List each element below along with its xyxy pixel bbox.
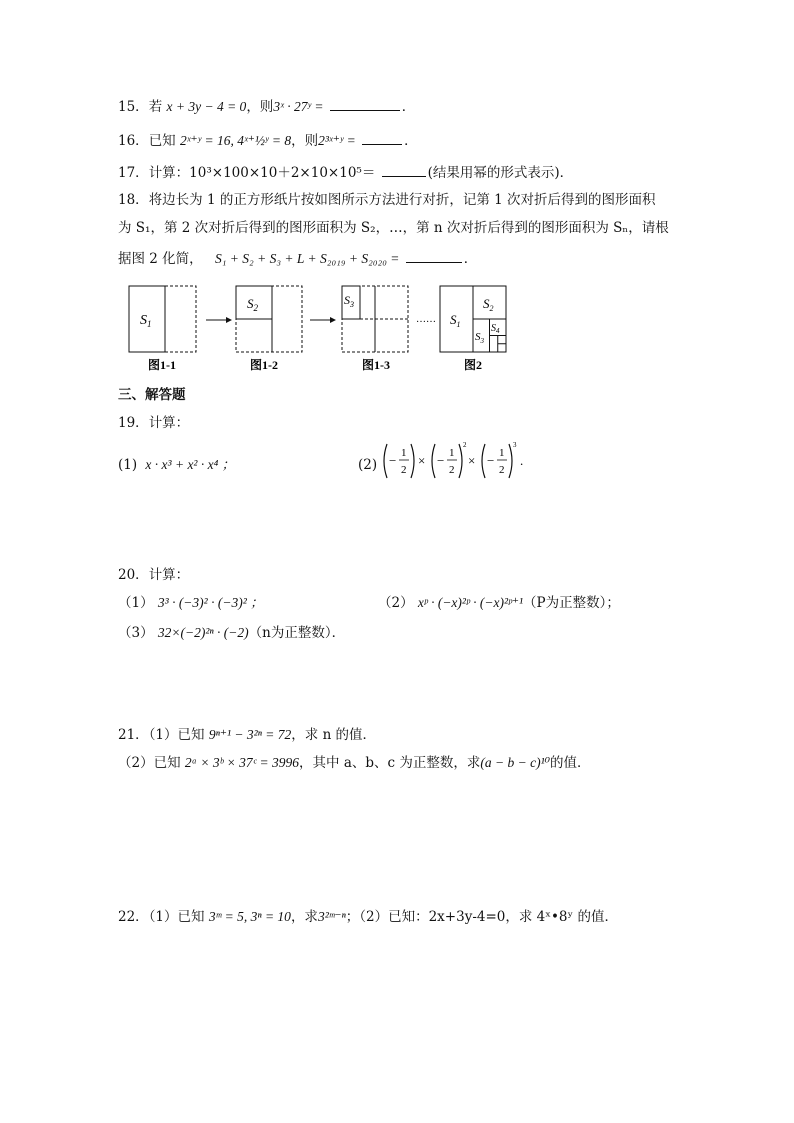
figure-2	[440, 286, 506, 372]
q15-expression: 3ˣ · 27ʸ =	[273, 99, 324, 114]
fig2-s2-sub: 2	[253, 303, 258, 313]
q19-part1-expression: x · x³ + x² · x⁴ ；	[145, 457, 236, 472]
question-16	[118, 130, 418, 151]
svg-text:S4	[491, 323, 500, 335]
svg-text:1: 1	[449, 447, 455, 459]
figure-caption-2: 图1-2	[250, 358, 278, 372]
folding-figure	[120, 280, 520, 375]
svg-text:S3	[344, 293, 354, 309]
svg-text:S1	[450, 312, 461, 329]
q20-part1	[118, 593, 264, 613]
q20-part3-label: （3）	[118, 625, 154, 641]
q19-part2	[358, 455, 377, 475]
fig4-s3-label: S	[475, 331, 481, 343]
q16-number: 16．	[118, 133, 149, 149]
question-18-line3	[118, 248, 477, 269]
q17-answer-blank[interactable]	[382, 162, 426, 177]
section-heading: 三、解答题	[118, 387, 186, 403]
q16-prefix: 已知	[148, 133, 176, 149]
fig1-s1-sub: 1	[147, 319, 152, 329]
fig4-s4-sub: 4	[496, 327, 500, 335]
q18-expression: S₁ + S₂ + S₃ + L + S₂₀₁₉ + S₂₀₂₀ =	[214, 251, 400, 266]
q21-number: 21．	[118, 727, 149, 743]
q19-part2-label: (2)	[358, 457, 378, 473]
question-21-part2	[118, 753, 591, 773]
fig2-s2-label: S	[247, 296, 254, 311]
question-21-part1	[118, 725, 376, 745]
figure-1-1	[129, 286, 196, 372]
question-22	[118, 907, 618, 927]
svg-text:S3	[475, 331, 485, 345]
fig3-s3-sub: 3	[350, 300, 354, 309]
fig4-s2-sub: 2	[489, 304, 494, 313]
figure-dots: ……	[416, 314, 436, 325]
q17-end: (结果用幂的形式表示)．	[427, 165, 574, 181]
fig4-s2-label: S	[483, 296, 490, 311]
q22-part1-expression: 3ᵐ = 5, 3ⁿ = 10	[208, 909, 291, 924]
q17-number: 17．	[118, 165, 149, 181]
svg-text:−: −	[487, 453, 495, 468]
svg-text:1: 1	[499, 447, 505, 459]
fig4-s3-sub: 3	[480, 337, 484, 345]
q21-part2-label: （2）已知	[118, 755, 181, 771]
q19-title: 计算：	[148, 415, 190, 431]
q22-number: 22．	[118, 909, 149, 925]
q21-part1-expression: 9ⁿ⁺¹ − 3²ⁿ = 72	[208, 727, 292, 742]
question-20	[118, 565, 189, 585]
q18-text-line1: 将边长为 1 的正方形纸片按如图所示方法进行对折，记第 1 次对折后得到的图形面积	[148, 192, 656, 208]
figure-caption-1: 图1-1	[148, 358, 176, 372]
q20-title: 计算：	[148, 567, 190, 583]
q20-part3	[118, 623, 345, 643]
figure-caption-3: 图1-3	[362, 358, 390, 372]
svg-text:2: 2	[463, 441, 467, 449]
q16-expression: 2³ˣ⁺ʸ =	[318, 133, 356, 148]
q15-answer-blank[interactable]	[330, 96, 400, 111]
fig1-s1-label: S	[140, 313, 147, 328]
q20-number: 20．	[118, 567, 149, 583]
svg-text:2: 2	[401, 464, 407, 476]
q20-part1-label: （1）	[118, 595, 154, 611]
q19-number: 19．	[118, 415, 149, 431]
q21-part1-end: ，求 n 的值．	[291, 727, 377, 743]
figure-1-3	[342, 286, 408, 372]
figure-1-2	[236, 286, 302, 372]
q19-part2-expression	[380, 438, 530, 484]
q21-part1-label: （1）已知	[148, 727, 205, 743]
q18-number: 18．	[118, 192, 149, 208]
q16-condition: 2ˣ⁺ʸ = 16, 4ˣ⁺½ʸ = 8	[179, 133, 292, 148]
question-17	[118, 162, 573, 183]
q21-part2-end: 的值．	[550, 755, 591, 771]
q22-part2: （2）已知：2x+3y-4=0，求 4ˣ•8ʸ 的值．	[359, 909, 619, 925]
q20-part2-note: （P为正整数）；	[523, 595, 620, 611]
svg-text:2: 2	[449, 464, 455, 476]
svg-text:−: −	[389, 453, 397, 468]
fig4-s1-label: S	[450, 312, 457, 327]
q15-mid: ，则	[246, 99, 274, 115]
svg-text:.: .	[520, 453, 524, 468]
q15-condition: x + 3y − 4 = 0	[166, 99, 247, 114]
q18-text-line2: 为 S₁，第 2 次对折后得到的图形面积为 S₂，…，第 n 次对折后得到的图形面积为 Sₙ，请根	[118, 220, 669, 236]
arrow-icon	[310, 317, 336, 323]
svg-text:1: 1	[401, 447, 407, 459]
q20-part3-note: （n为正整数）．	[248, 625, 346, 641]
svg-text:−: −	[437, 453, 445, 468]
q20-part2	[378, 593, 620, 613]
figure-caption-4: 图2	[464, 358, 483, 372]
svg-text:×: ×	[468, 453, 476, 468]
svg-text:3: 3	[513, 441, 517, 449]
svg-text:S1	[140, 313, 152, 329]
q16-answer-blank[interactable]	[362, 130, 402, 145]
q20-part2-label: （2）	[378, 595, 414, 611]
svg-text:S2	[247, 296, 259, 313]
q22-part1-end: ；	[345, 909, 360, 925]
q18-answer-blank[interactable]	[406, 248, 462, 263]
q18-end: ．	[463, 251, 478, 267]
q20-part3-expression: 32×(−2)²ⁿ · (−2)	[157, 625, 249, 640]
q15-prefix: 若	[148, 99, 163, 115]
q21-part2-expression: 2ᵃ × 3ᵇ × 37ᶜ = 3996	[184, 755, 300, 770]
q15-number: 15．	[118, 99, 149, 115]
q18-text-line3: 据图 2 化简，	[118, 251, 203, 267]
q17-text: 计算：10³×100×10＋2×10×10⁵＝	[148, 165, 376, 181]
q19-part1-label: (1)	[118, 457, 138, 473]
q19-part1	[118, 455, 235, 475]
fig4-s1-sub: 1	[456, 320, 461, 329]
q22-part1-label: （1）已知	[148, 909, 205, 925]
q21-part2-mid: ，其中 a、b、c 为正整数，求	[299, 755, 481, 771]
q21-part2-expression2: (a − b − c)¹⁰	[480, 755, 551, 770]
q22-part1-expression2: 3²ᵐ⁻ⁿ	[317, 909, 346, 924]
svg-text:S2	[483, 296, 494, 313]
question-18-line2	[118, 218, 669, 238]
svg-text:2: 2	[499, 464, 505, 476]
arrow-icon	[206, 317, 232, 323]
fig3-s3-label: S	[344, 293, 350, 307]
q22-part1-mid: ，求	[290, 909, 318, 925]
q16-end: ．	[404, 133, 418, 149]
question-15	[118, 96, 415, 117]
q15-end: ．	[401, 99, 416, 115]
q16-mid: ，则	[291, 133, 319, 149]
q20-part2-expression: xᵖ · (−x)²ᵖ · (−x)²ᵖ⁺¹	[417, 595, 524, 610]
fig4-s4-label: S	[491, 323, 496, 334]
question-18-line1	[118, 190, 656, 210]
q20-part1-expression: 3³ · (−3)² · (−3)² ；	[157, 595, 264, 610]
svg-text:×: ×	[418, 453, 426, 468]
question-19	[118, 413, 189, 433]
